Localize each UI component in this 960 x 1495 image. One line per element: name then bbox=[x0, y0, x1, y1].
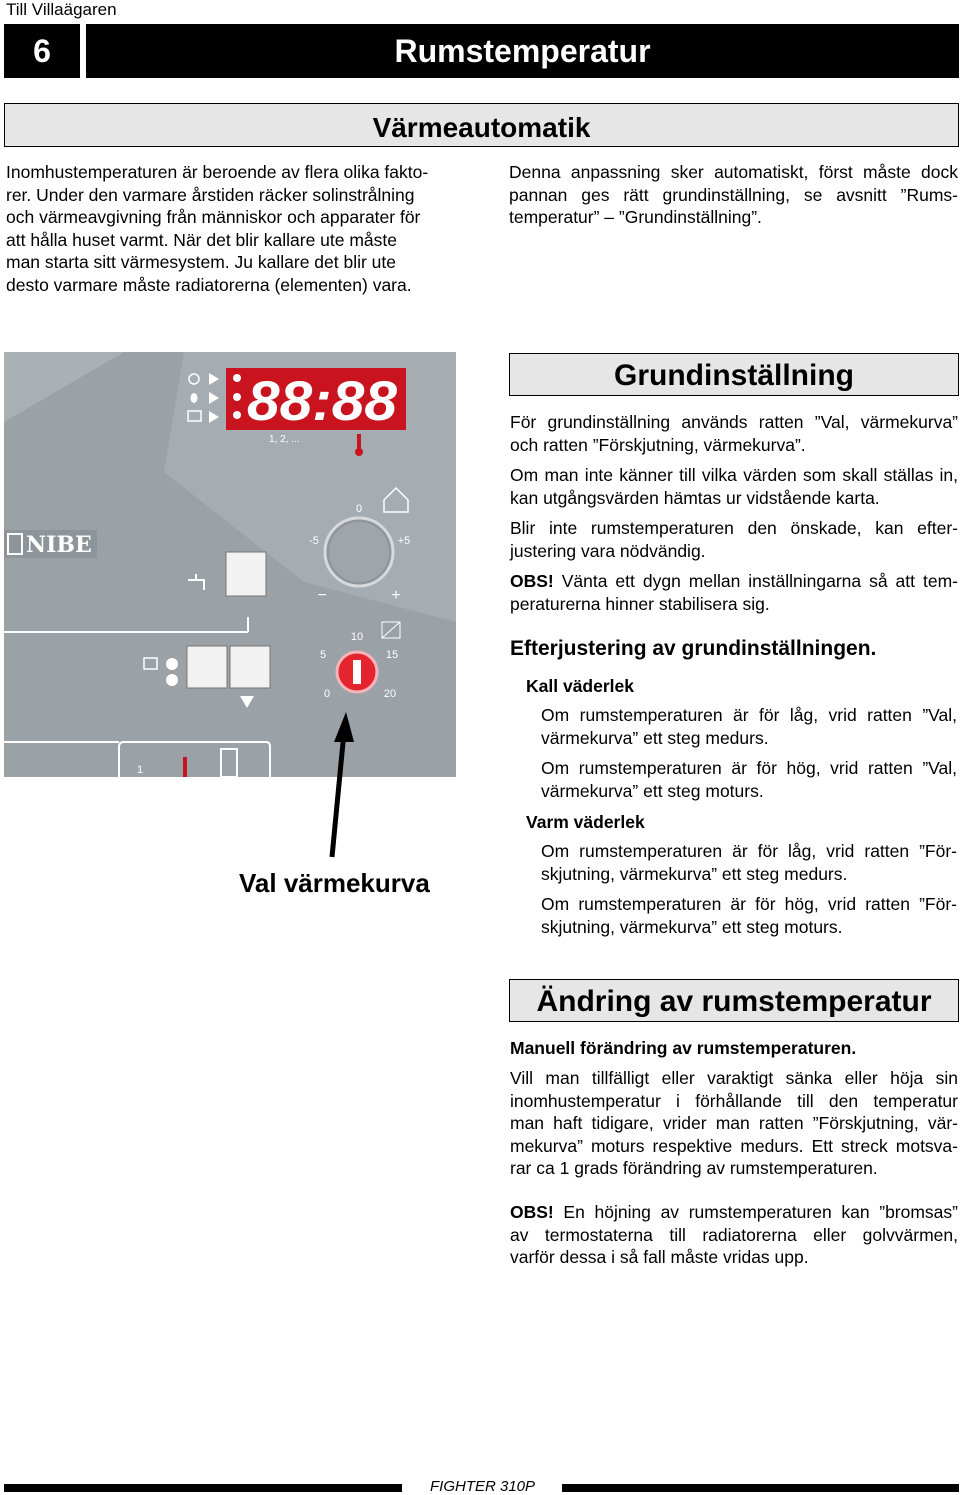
kall-1-line: värmekurva” ett steg medurs. bbox=[541, 727, 769, 748]
efterjustering-heading: Efterjustering av grundinställningen. bbox=[510, 637, 877, 660]
dial1-label: -5 bbox=[309, 535, 319, 547]
footer-rule-left bbox=[4, 1484, 402, 1492]
andring-obs-line: av termostaterna till radiatorerna eller golvvärmen, bbox=[510, 1224, 958, 1245]
andring-line: inomhustemperatur i förhållande till den temperatur bbox=[510, 1090, 958, 1111]
obs-label: OBS! bbox=[510, 571, 554, 591]
callout-arrow bbox=[320, 712, 360, 862]
footer-rule-right bbox=[562, 1484, 959, 1492]
dial2-label: 20 bbox=[383, 688, 397, 700]
footer-text: FIGHTER 310P bbox=[430, 1478, 536, 1495]
callout-label: Val värmekurva bbox=[239, 868, 430, 898]
intro-line: att hålla huset varmt. När det blir kallare ute måste bbox=[6, 229, 398, 250]
grund-paragraphs bbox=[510, 411, 958, 615]
grund-p2-line: Om man inte känner till vilka värden som skall ställas in, bbox=[510, 465, 958, 485]
display-sub-label: 1, 2, ... bbox=[269, 434, 300, 445]
top-label: Till Villaägaren bbox=[6, 0, 117, 19]
section-heading-varmeautomatik bbox=[4, 103, 959, 147]
intro-line: man starta sitt värmesystem. Ju kallare det blir ute bbox=[6, 252, 396, 272]
varm-heading: Varm väderlek bbox=[526, 812, 645, 832]
varm-2-line: skjutning, värmekurva” ett steg moturs. bbox=[541, 916, 843, 937]
obs-text: Vänta ett dygn mellan inställningarna så att tem- bbox=[553, 571, 958, 591]
varm-paragraphs bbox=[541, 840, 957, 938]
andring-subheading: Manuell förändring av rumstemperaturen. bbox=[510, 1038, 857, 1058]
auto-line: temperatur” – ”Grundinställning”. bbox=[509, 207, 762, 227]
dial1-label: +5 bbox=[397, 535, 411, 547]
varm-1-line: Om rumstemperaturen är för låg, vrid ratten ”För- bbox=[541, 841, 957, 861]
grund-p3-line: justering vara nödvändig. bbox=[510, 540, 706, 561]
andring-line: rar ca 1 grads förändring av rumstemperaturen. bbox=[510, 1158, 878, 1178]
intro-paragraph bbox=[6, 161, 455, 296]
control-panel-illustration bbox=[4, 352, 456, 777]
section-heading-text: Värmeautomatik bbox=[372, 112, 591, 143]
kall-2-line: Om rumstemperaturen är för hög, vrid ratten ”Val, bbox=[541, 758, 957, 778]
dial1-label: + bbox=[391, 587, 401, 604]
intro-line: Inomhustemperaturen är beroende av flera olika fakto- bbox=[6, 162, 429, 182]
kall-2-line: värmekurva” ett steg moturs. bbox=[541, 780, 764, 801]
section-heading-text: Grundinställning bbox=[614, 359, 854, 392]
control-panel-svg bbox=[4, 352, 456, 777]
obs-text: En höjning av rumstemperaturen kan ”bromsas” bbox=[553, 1202, 958, 1222]
andring-line: man haft tidigare, vrider man ratten ”Förskjutning, vär- bbox=[510, 1113, 958, 1133]
nibe-logo bbox=[4, 530, 97, 558]
hotwater-button[interactable] bbox=[226, 552, 266, 596]
dial2-label: 0 bbox=[323, 688, 331, 700]
grund-p1-line: och ratten ”Förskjutning, värmekurva”. bbox=[510, 434, 806, 455]
dial2-label: 10 bbox=[350, 631, 364, 643]
dial1-label: 0 bbox=[355, 503, 363, 515]
andring-obs-line bbox=[510, 1201, 958, 1224]
auto-line: pannan ges rätt grundinställning, se avsnitt ”Rums- bbox=[509, 184, 958, 205]
nibe-logo-text: NIBE bbox=[26, 532, 92, 558]
bottom-label: 1 bbox=[137, 764, 144, 776]
varm-1-line: skjutning, värmekurva” ett steg medurs. bbox=[541, 863, 848, 884]
andring-obs-paragraph bbox=[510, 1201, 958, 1269]
grund-p3-line: Blir inte rumstemperaturen den önskade, kan efter- bbox=[510, 518, 958, 538]
dial2-label: 5 bbox=[319, 649, 327, 661]
kall-paragraphs bbox=[541, 704, 957, 802]
grund-obs-line bbox=[510, 570, 958, 593]
mode-button-right[interactable] bbox=[230, 646, 270, 688]
chapter-title: Rumstemperatur bbox=[86, 24, 959, 78]
kall-heading: Kall väderlek bbox=[526, 676, 634, 696]
andring-line: Vill man tillfälligt eller varaktigt sänka eller höja sin bbox=[510, 1068, 958, 1088]
intro-line: rer. Under den varmare årstiden räcker solinstrålning bbox=[6, 184, 415, 205]
chapter-number: 6 bbox=[4, 24, 80, 78]
obs-label: OBS! bbox=[510, 1202, 554, 1222]
intro-line: desto varmare måste radiatorerna (elementen) vara. bbox=[6, 274, 412, 295]
andring-obs-line: varför dessa i så fall måste vridas upp. bbox=[510, 1247, 809, 1267]
mode-button-left[interactable] bbox=[187, 646, 227, 688]
intro-line: och värmeavgivning från människor och apparater för bbox=[6, 207, 421, 227]
andring-paragraph bbox=[510, 1067, 958, 1180]
grund-p2-line: kan utgångsvärden hämtas ur vidstående karta. bbox=[510, 487, 880, 508]
grund-p1-line: För grundinställning används ratten ”Val, värmekurva” bbox=[510, 412, 958, 432]
varm-2-line: Om rumstemperaturen är för hög, vrid ratten ”För- bbox=[541, 894, 957, 914]
section-heading-text: Ändring av rumstemperatur bbox=[536, 985, 932, 1018]
auto-line: Denna anpassning sker automatiskt, först måste dock bbox=[509, 162, 958, 182]
section-heading-andring bbox=[509, 979, 959, 1022]
section-heading-grundinstallning bbox=[509, 353, 959, 396]
kall-1-line: Om rumstemperaturen är för låg, vrid ratten ”Val, bbox=[541, 705, 957, 725]
grund-obs-line: peraturerna hinner stabilisera sig. bbox=[510, 593, 770, 614]
andring-line: mekurva” moturs respektive medurs. Ett streck motsva- bbox=[510, 1135, 958, 1156]
display-digits: 88:88 bbox=[247, 369, 398, 432]
dial1-label: − bbox=[317, 587, 327, 604]
dial2-label: 15 bbox=[385, 649, 399, 661]
auto-paragraph bbox=[509, 161, 958, 229]
